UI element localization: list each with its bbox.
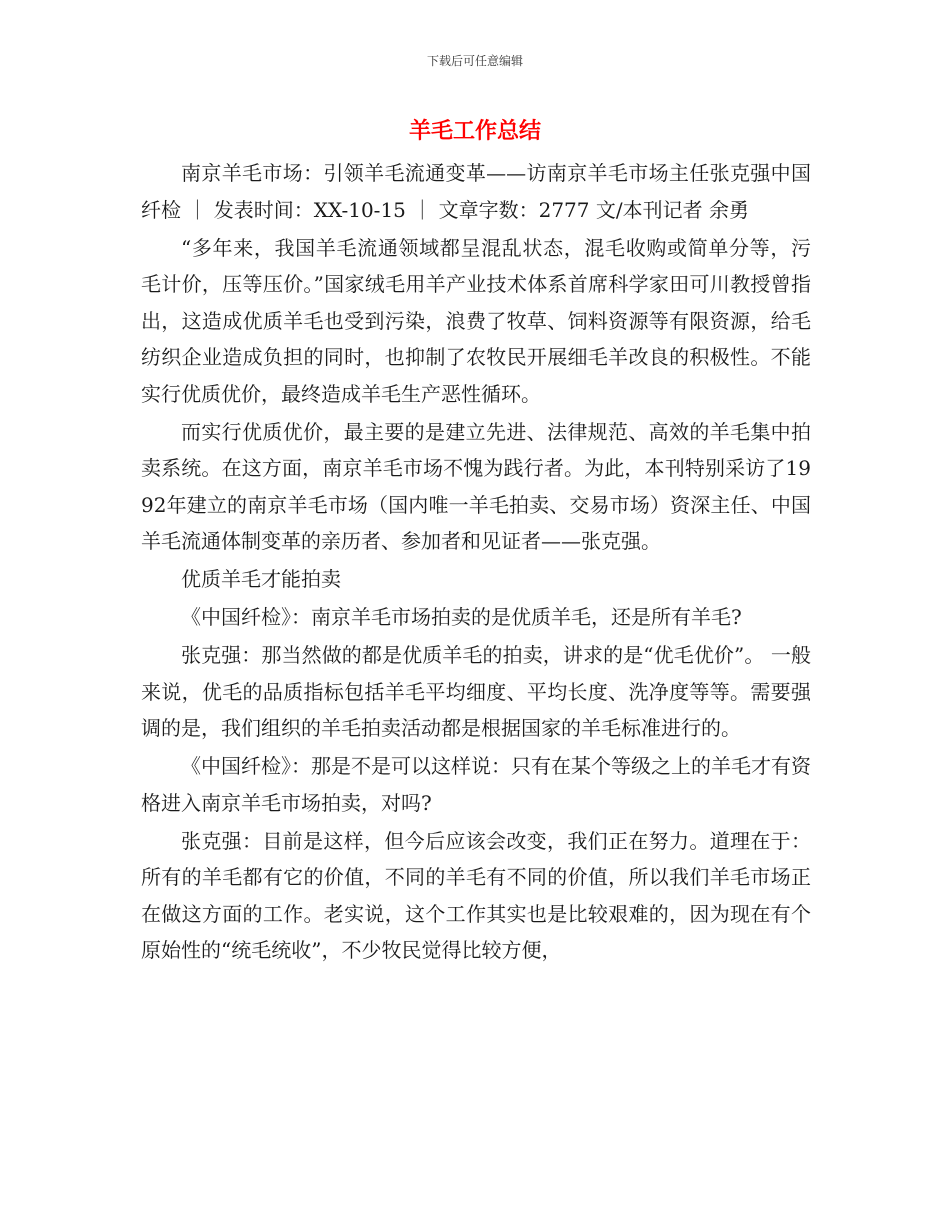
- paragraph-answer-1: 张克强：那当然做的都是优质羊毛的拍卖，讲求的是“优毛优价”。 一般来说，优毛的品质指标包括羊毛平均细度、平均长度、洗净度等等。需要强调的是，我们组织的羊毛拍卖活动都是根据国家的羊毛标准进行的。: [141, 643, 811, 740]
- page-header-note: 下载后可任意编辑: [426, 54, 523, 68]
- paragraph-intro: 南京羊毛市场：引领羊毛流通变革——访南京羊毛市场主任张克强中国纤检 ｜ 发表时间：XX-10-15 ｜ 文章字数：2777 文/本刊记者 余勇: [141, 161, 811, 222]
- paragraph-auction-system: 而实行优质优价，最主要的是建立先进、法律规范、高效的羊毛集中拍卖系统。在这方面，南京羊毛市场不愧为践行者。为此，本刊特别采访了1992年建立的南京羊毛市场（国内唯一羊毛拍卖、交易市场）资深主任、中国羊毛流通体制变革的亲历者、参加者和见证者——张克强。: [141, 419, 811, 553]
- paragraph-question-1: 《中国纤检》：南京羊毛市场拍卖的是优质羊毛，还是所有羊毛?: [181, 605, 742, 629]
- document-body: [141, 155, 811, 970]
- paragraph-quote: “多年来，我国羊毛流通领域都呈混乱状态，混毛收购或简单分等，污毛计价，压等压价。”国家绒毛用羊产业技术体系首席科学家田可川教授曾指出，这造成优质羊毛也受到污染，浪费了牧草、饲料资源等有限资源，给毛纺织企业造成负担的同时，也抑制了农牧民开展细毛羊改良的积极性。不能实行优质优价，最终造成羊毛生产恶性循环。: [141, 235, 811, 406]
- paragraph-question-2: 《中国纤检》：那是不是可以这样说：只有在某个等级之上的羊毛才有资格进入南京羊毛市场拍卖，对吗?: [141, 754, 811, 815]
- document-title: 羊毛工作总结: [408, 119, 541, 144]
- section-heading: 优质羊毛才能拍卖: [181, 567, 341, 591]
- paragraph-answer-2: 张克强：目前是这样，但今后应该会改变，我们正在努力。道理在于：所有的羊毛都有它的价值，不同的羊毛有不同的价值，所以我们羊毛市场正在做这方面的工作。老实说，这个工作其实也是比较艰难的，因为现在有个原始性的“统毛统收”，不少牧民觉得比较方便，: [141, 828, 811, 962]
